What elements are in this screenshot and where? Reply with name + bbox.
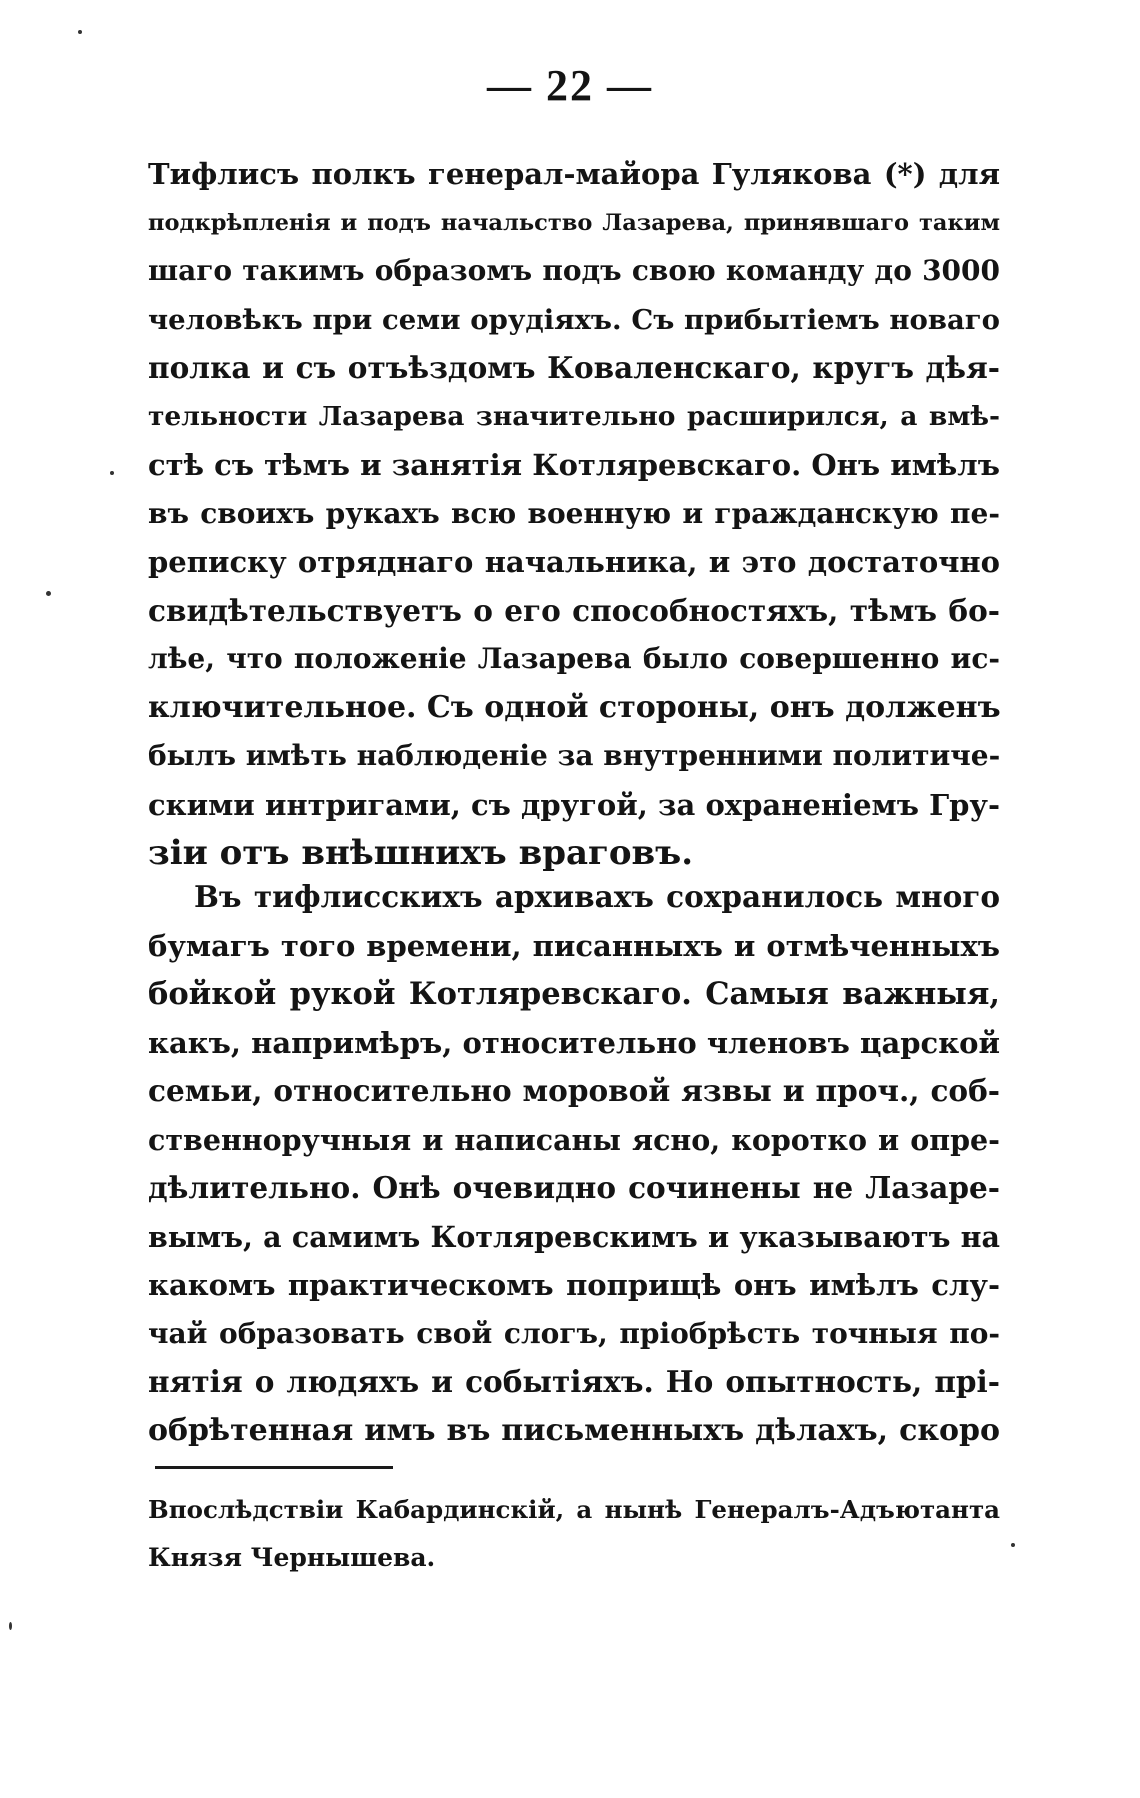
page-number: — 22 — — [487, 61, 653, 110]
text-line: бойкой рукой Котляревскаго. Самыя важныя, — [148, 976, 1000, 1012]
text-line: ственноручныя и написаны ясно, коротко и опре- — [148, 1122, 1000, 1157]
scan-speck — [110, 471, 114, 475]
footnote-divider — [155, 1466, 393, 1469]
text-line: былъ имѣть наблюденіе за внутренними политиче- — [148, 739, 1001, 772]
text-line: реписку отряднаго начальника, и это достаточно — [148, 545, 1000, 579]
text-line: шаго такимъ образомъ подъ свою команду до 3000 — [148, 254, 1000, 287]
text-line: семьи, относительно моровой язвы и проч., соб- — [148, 1073, 1000, 1108]
text-line: лѣе, что положеніе Лазарева было совершенно ис- — [148, 642, 1000, 675]
scan-speck — [78, 30, 82, 34]
footnote — [148, 1486, 1000, 1582]
text-line: тельности Лазарева значительно расширился, а вмѣ- — [148, 400, 1000, 432]
footnote-line: Князя Чернышева. — [148, 1543, 436, 1572]
text-line: нятія о людяхъ и событіяхъ. Но опытность, прі- — [148, 1364, 1000, 1399]
text-line: стѣ съ тѣмъ и занятія Котляревскаго. Онъ имѣлъ — [148, 448, 1000, 482]
text-line: свидѣтельствуетъ о его способностяхъ, тѣмъ бо- — [148, 592, 1000, 628]
paragraph-2 — [148, 873, 1000, 1455]
text-line: Тифлисъ полкъ генерал-майора Гулякова (*) для — [148, 157, 1000, 191]
text-line: какъ, напримѣръ, относительно членовъ царской — [148, 1025, 1000, 1060]
scan-speck — [46, 591, 51, 596]
text-line: зіи отъ внѣшнихъ враговъ. — [148, 833, 694, 873]
text-line: чай образовать свой слогъ, пріобрѣсть точныя по- — [148, 1316, 1000, 1350]
paragraph-1 — [148, 150, 1000, 878]
scan-speck — [1011, 1543, 1015, 1547]
scan-speck — [9, 1622, 12, 1630]
text-line: Въ тифлисскихъ архивахъ сохранилось много — [194, 879, 1000, 914]
text-line: полка и съ отъѣздомъ Коваленскаго, кругъ дѣя- — [148, 350, 1000, 385]
text-line: дѣлительно. Онѣ очевидно сочинены не Лазаре- — [148, 1170, 1000, 1205]
text-line: вымъ, а самимъ Котляревскимъ и указываютъ на — [148, 1219, 1000, 1254]
text-line: обрѣтенная имъ въ письменныхъ дѣлахъ, скоро — [148, 1412, 1000, 1448]
text-line: въ своихъ рукахъ всю военную и гражданскую пе- — [148, 496, 1000, 530]
text-line: скими интригами, съ другой, за охраненіемъ Гру- — [148, 787, 1000, 822]
text-line: подкрѣпленія и подъ начальство Лазарева, принявшаго таким — [148, 209, 1000, 236]
text-line: ключительное. Съ одной стороны, онъ долженъ — [148, 689, 1001, 725]
text-line: какомъ практическомъ поприщѣ онъ имѣлъ слу- — [148, 1268, 1000, 1302]
text-line: человѣкъ при семи орудіяхъ. Съ прибытіемъ новаго — [148, 303, 1000, 336]
footnote-line: Впослѣдствіи Кабардинскій, а нынѣ Генералъ-Адъютанта — [148, 1495, 1000, 1524]
text-line: бумагъ того времени, писанныхъ и отмѣченныхъ — [148, 928, 1000, 963]
